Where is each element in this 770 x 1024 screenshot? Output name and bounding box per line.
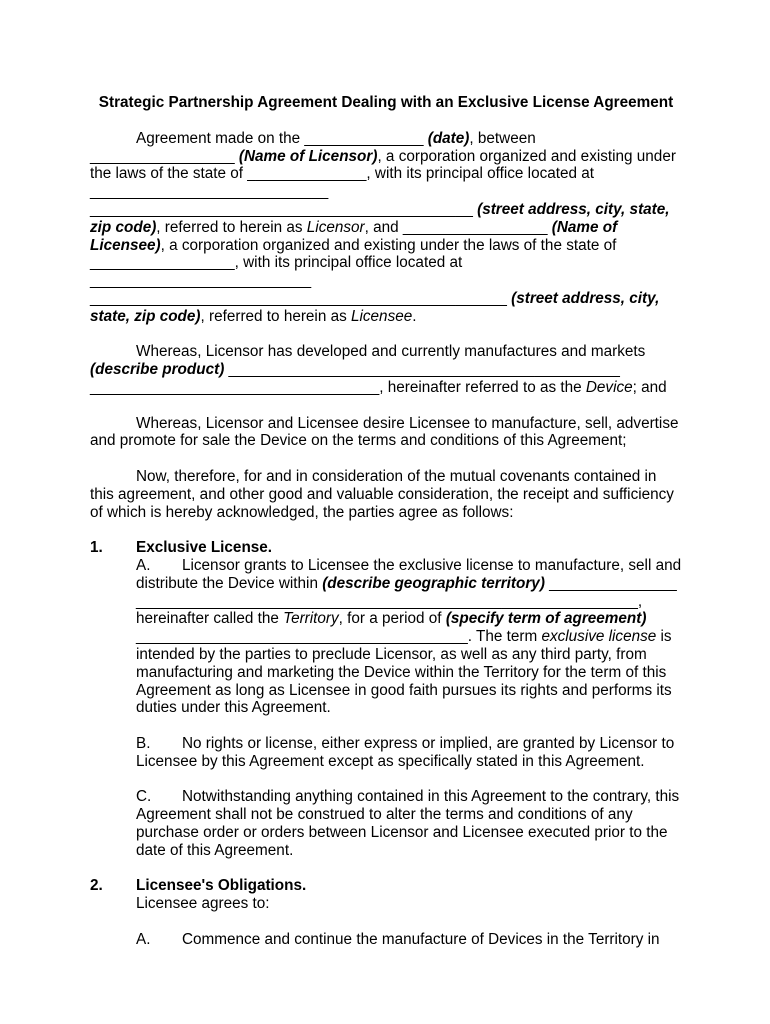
clause-1c <box>136 788 682 859</box>
paragraph-text: , a corporation organized and existing under the laws of the state of ______________, with its principal office located at ____________________________ _____________________________________________ <box>90 147 676 218</box>
section-licensee-obligations <box>90 877 682 948</box>
paragraph-text: Whereas, Licensor has developed and currently manufactures and markets <box>136 343 646 361</box>
paragraph-text: , referred to herein as <box>156 218 307 236</box>
clause-text: , for a period of <box>338 610 446 628</box>
consideration-paragraph: Now, therefore, for and in consideration of the mutual covenants contained in this agreement, and other good and valuable consideration, the receipt and sufficiency of which is hereby acknowledged, the parties agree as follows: <box>90 467 674 521</box>
section-number: 1. <box>90 539 103 557</box>
clause-text: hereinafter called the <box>136 610 284 628</box>
paragraph-text: , referred to herein as <box>200 307 351 325</box>
defined-term-exclusive-license: exclusive license <box>541 628 657 646</box>
paragraph-text: , and _________________ <box>364 218 552 236</box>
placeholder-date: (date) <box>427 129 470 147</box>
paragraph-text: Agreement made on the ______________ <box>136 129 428 147</box>
clause-letter: B. <box>136 734 151 752</box>
placeholder-territory: (describe geographic territory) <box>322 574 545 592</box>
whereas-product-paragraph <box>90 343 682 396</box>
section-heading: Licensee's Obligations. <box>136 877 307 895</box>
clause-1a <box>136 557 682 717</box>
section-exclusive-license <box>90 539 682 859</box>
clause-letter: A. <box>136 930 151 948</box>
defined-term-licensee: Licensee <box>351 307 413 325</box>
paragraph-text: . <box>412 307 417 325</box>
clause-text: is intended by the parties to preclude Licensor, as well as any third party, from manufacturing and marketing the Device within the Territory for the term of this Agreement as long as Licensee in good faith pursues its rights and performs its duties under this Agreement. <box>136 628 672 717</box>
placeholder-licensor-name: (Name of Licensor) <box>238 147 378 165</box>
clause-letter: C. <box>136 788 152 806</box>
placeholder-licensee-address: (street address, city, state, zip code) <box>90 289 660 325</box>
defined-term-licensor: Licensor <box>306 218 365 236</box>
clause-text: _______________________________________. The term <box>136 628 542 646</box>
clause-text: _______________ <box>544 574 677 592</box>
paragraph-text: , between _________________ <box>90 129 536 165</box>
defined-term-device: Device <box>585 378 633 396</box>
clause-1b <box>136 735 682 771</box>
clause-2a <box>136 931 682 949</box>
document-title: Strategic Partnership Agreement Dealing with an Exclusive License Agreement <box>98 94 674 111</box>
clause-text: Notwithstanding anything contained in this Agreement to the contrary, this Agreement shall not be construed to alter the terms and conditions of any purchase order or orders between Licensor and Licensee executed prior to the date of this Agreement. <box>136 788 680 859</box>
placeholder-product: (describe product) <box>90 361 225 379</box>
paragraph-text: ; and <box>632 378 667 396</box>
clause-letter: A. <box>136 556 151 574</box>
defined-term-territory: Territory <box>283 610 339 628</box>
agreement-parties-paragraph <box>90 130 682 326</box>
section-number: 2. <box>90 877 103 895</box>
blank-line: ___________________________________________________________, <box>136 592 643 610</box>
paragraph-text: ______________________________________________ __________________________________, hereinafter referred to as the <box>90 361 620 396</box>
whereas-desire-paragraph: Whereas, Licensor and Licensee desire Licensee to manufacture, sell, advertise and promote for sale the Device on the terms and conditions of this Agreement; <box>90 414 679 450</box>
paragraph-text: , a corporation organized and existing under the laws of the state of _________________, with its principal office located at __________________________ _________________________________________________ <box>90 236 617 307</box>
placeholder-licensor-address: (street address, city, state, zip code) <box>90 200 670 236</box>
placeholder-term: (specify term of agreement) <box>445 610 647 628</box>
clause-text: Commence and continue the manufacture of Devices in the Territory in <box>182 930 660 948</box>
clause-text: No rights or license, either express or implied, are granted by Licensor to Licensee by this Agreement except as specifically stated in this Agreement. <box>136 734 675 770</box>
clause-text: Licensor grants to Licensee the exclusive license to manufacture, sell and distribute the Device within <box>136 556 682 592</box>
section-heading: Exclusive License. <box>136 539 273 557</box>
placeholder-licensee-name: (Name of Licensee) <box>90 218 618 254</box>
section-intro: Licensee agrees to: <box>136 895 270 913</box>
